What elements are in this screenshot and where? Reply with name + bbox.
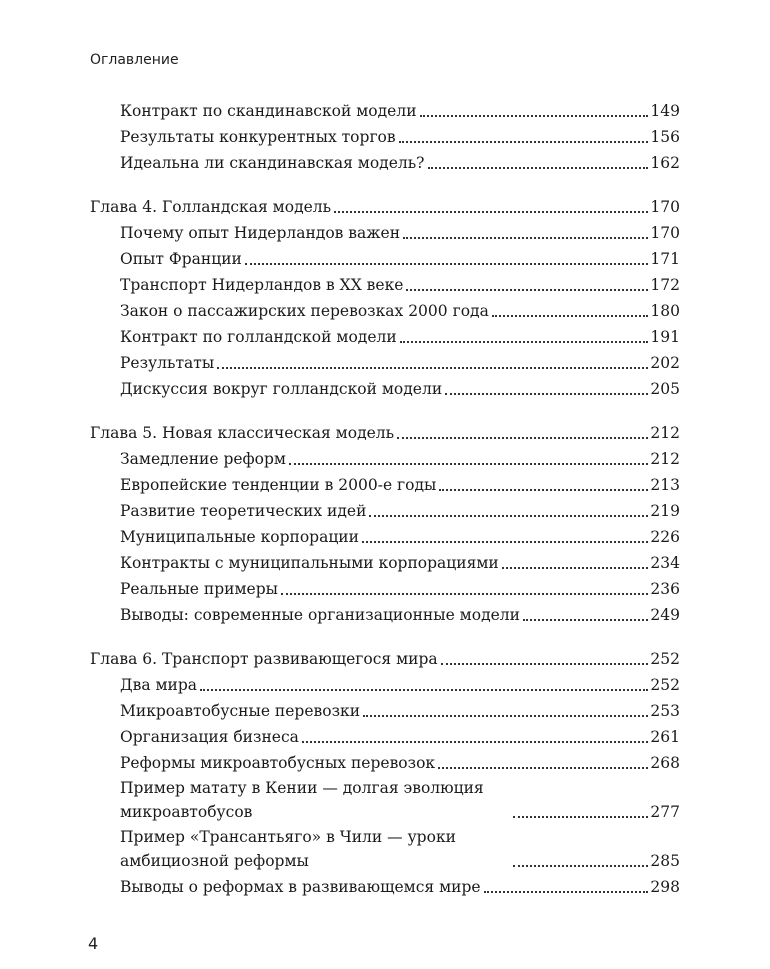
toc-entry-title: Глава 5. Новая классическая модель [90, 424, 395, 442]
toc-entry-title: Пример «Трансантьяго» в Чили — уроки амбициозной реформы [120, 828, 456, 870]
toc-entry-title: Выводы о реформах в развивающемся мире [120, 878, 481, 896]
toc-entry-title: Транспорт Нидерландов в XX веке [120, 276, 404, 294]
toc-entry-title: Глава 6. Транспорт развивающегося мира [90, 650, 438, 668]
toc-entry-page: 268 [650, 754, 680, 772]
toc-entry-page: 234 [650, 554, 680, 572]
toc-chapter-entry[interactable] [90, 194, 680, 220]
toc-entry-page: 170 [650, 224, 680, 242]
toc-subentry[interactable] [90, 874, 680, 900]
toc-subentry[interactable] [90, 498, 680, 524]
dot-leader [445, 393, 648, 395]
toc-subentry[interactable] [90, 220, 680, 246]
toc-subentry[interactable] [90, 698, 680, 724]
toc-entry-title: Организация бизнеса [120, 728, 299, 746]
toc-subentry[interactable] [90, 298, 680, 324]
toc-entry-title: Микроавтобусные перевозки [120, 702, 361, 720]
dot-leader [369, 515, 648, 517]
toc-subentry[interactable] [90, 98, 680, 124]
toc-entry-page: 172 [650, 276, 680, 294]
toc-entry-page: 180 [650, 302, 680, 320]
dot-leader [245, 263, 649, 265]
dot-leader [406, 289, 648, 291]
dot-leader [362, 541, 648, 543]
toc-entry-page: 213 [650, 476, 680, 494]
dot-leader [400, 341, 649, 343]
toc-entry-page: 171 [650, 250, 680, 268]
toc-subentry[interactable] [90, 524, 680, 550]
dot-leader [200, 689, 648, 691]
toc-entry-title: Опыт Франции [120, 250, 242, 268]
dot-leader [523, 619, 648, 621]
toc-entry-title: Реформы микроавтобусных перевозок [120, 754, 436, 772]
toc-subentry[interactable] [90, 350, 680, 376]
toc-section [90, 98, 680, 176]
toc-entry-page: 205 [650, 380, 680, 398]
toc-subentry[interactable] [90, 446, 680, 472]
dot-leader [441, 663, 649, 665]
toc-entry-title: Два мира [120, 676, 198, 694]
toc-entry-page: 170 [650, 198, 680, 216]
toc-subentry[interactable] [90, 376, 680, 402]
toc-entry-title: Закон о пассажирских перевозках 2000 года [120, 302, 489, 320]
toc-entry-page: 212 [650, 450, 680, 468]
toc-entry-page: 156 [650, 128, 680, 146]
toc-entry-title: Глава 4. Голландская модель [90, 198, 332, 216]
dot-leader [302, 741, 649, 743]
toc-entry-page: 191 [650, 328, 680, 346]
toc-entry-page: 252 [650, 650, 680, 668]
toc-entry-page: 253 [650, 702, 680, 720]
dot-leader [399, 141, 649, 143]
dot-leader [438, 767, 648, 769]
toc-entry-title: Контракт по скандинавской модели [120, 102, 417, 120]
toc-subentry[interactable] [90, 324, 680, 350]
toc-entry-title: Почему опыт Нидерландов важен [120, 224, 401, 242]
toc-subentry[interactable] [90, 776, 680, 825]
toc-entry-page: 162 [650, 154, 680, 172]
page-number: 4 [88, 934, 99, 953]
toc-entry-title: Реальные примеры [120, 580, 278, 598]
toc-subentry[interactable] [90, 246, 680, 272]
toc-subentry[interactable] [90, 602, 680, 628]
toc-entry-title: Замедление реформ [120, 450, 286, 468]
dot-leader [513, 816, 648, 818]
toc-entry-page: 252 [650, 676, 680, 694]
toc-entry-title: Контракты с муниципальными корпорациями [120, 554, 499, 572]
toc-entry-page: 249 [650, 606, 680, 624]
running-title: Оглавление [90, 52, 179, 68]
toc-entry-page: 202 [650, 354, 680, 372]
toc-subentry[interactable] [90, 672, 680, 698]
toc-subentry[interactable] [90, 550, 680, 576]
toc-chapter-entry[interactable] [90, 646, 680, 672]
dot-leader [217, 367, 648, 369]
toc-entry-title: Контракт по голландской модели [120, 328, 397, 346]
toc-entry-title: Идеальна ли скандинавская модель? [120, 154, 425, 172]
dot-leader [420, 115, 649, 117]
toc-entry-title: Результаты конкурентных торгов [120, 128, 396, 146]
dot-leader [492, 315, 649, 317]
dot-leader [513, 865, 648, 867]
dot-leader [397, 437, 648, 439]
dot-leader [502, 567, 649, 569]
toc-subentry[interactable] [90, 272, 680, 298]
toc-subentry[interactable] [90, 124, 680, 150]
toc-entry-page: 212 [650, 424, 680, 442]
toc-subentry[interactable] [90, 825, 680, 874]
toc-section [90, 646, 680, 900]
toc-chapter-entry[interactable] [90, 420, 680, 446]
toc-subentry[interactable] [90, 472, 680, 498]
toc-subentry[interactable] [90, 576, 680, 602]
dot-leader [403, 237, 648, 239]
toc-entry-page: 226 [650, 528, 680, 546]
toc-entry-title: Выводы: современные организационные модели [120, 606, 520, 624]
toc-entry-title: Дискуссия вокруг голландской модели [120, 380, 443, 398]
table-of-contents [90, 98, 680, 918]
toc-entry-page: 236 [650, 580, 680, 598]
toc-entry-title: Развитие теоретических идей [120, 502, 367, 520]
dot-leader [289, 463, 648, 465]
toc-entry-page: 298 [650, 878, 680, 896]
toc-entry-page: 277 [650, 803, 680, 821]
toc-entry-title: Результаты [120, 354, 215, 372]
dot-leader [334, 211, 648, 213]
toc-entry-page: 219 [650, 502, 680, 520]
dot-leader [363, 715, 648, 717]
dot-leader [428, 167, 649, 169]
toc-entry-page: 261 [650, 728, 680, 746]
toc-entry-title: Пример матату в Кении — долгая эволюция микроавтобусов [120, 779, 484, 821]
toc-section [90, 194, 680, 402]
toc-entry-page: 285 [650, 852, 680, 870]
dot-leader [439, 489, 648, 491]
toc-entry-title: Европейские тенденции в 2000-е годы [120, 476, 437, 494]
dot-leader [484, 891, 649, 893]
dot-leader [281, 593, 648, 595]
toc-section [90, 420, 680, 628]
toc-entry-title: Муниципальные корпорации [120, 528, 359, 546]
toc-entry-page: 149 [650, 102, 680, 120]
toc-subentry[interactable] [90, 724, 680, 750]
toc-subentry[interactable] [90, 150, 680, 176]
toc-subentry[interactable] [90, 750, 680, 776]
